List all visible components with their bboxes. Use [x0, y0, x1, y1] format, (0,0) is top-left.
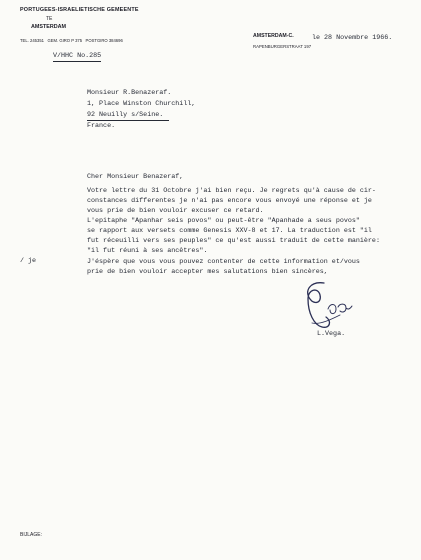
- body-line: L'epitaphe "Apanhar seis povos" ou peut-être "Apanhade a seus povos": [87, 217, 360, 225]
- letterhead-street: RAPENBURGERSTRAAT 197: [253, 44, 312, 49]
- recipient-city: 92 Neuilly s/Seine.: [87, 111, 164, 119]
- body-line: J'éspère que vous vous pouvez contenter de cette information et/vous: [87, 258, 360, 266]
- reference-underline: [53, 61, 101, 62]
- body-line: constances differentes je n'ai pas encore vous envoyé une réponse et je: [87, 197, 372, 205]
- recipient-city-underline: [87, 120, 169, 121]
- letterhead-contact-line: TEL. 245351 GEM. GIRO P 375 POSTGIRO 384696: [20, 38, 123, 43]
- recipient-country: France.: [87, 122, 116, 130]
- recipient-street: 1, Place Winston Churchill,: [87, 100, 196, 108]
- letterhead-city-name: AMSTERDAM: [31, 24, 67, 30]
- salutation: Cher Monsieur Benazeraf,: [87, 173, 184, 181]
- body-line: fut réceuilli vers ses peuples" ce qu'est aussi traduit de cette manière:: [87, 237, 380, 245]
- body-line: Votre lettre du 31 Octobre j'ai bien reçu. Je regrets qu'à cause de cir-: [87, 187, 376, 195]
- enclosures-label: BIJLAGE:: [20, 532, 42, 538]
- margin-note: / je: [20, 257, 37, 265]
- body-line: se rapport aux versets comme Genesis XXV-8 et 17. La traduction est "il: [87, 227, 372, 235]
- recipient-name: Monsieur R.Benazeraf.: [87, 89, 172, 97]
- body-line: "il fut réuni à ses ancêtres".: [87, 247, 208, 255]
- signature-name: L.Vega.: [317, 330, 346, 338]
- body-line: vous prie de bien vouloir excuser ce retard.: [87, 207, 264, 215]
- letterhead-city-right: AMSTERDAM-C.: [253, 33, 294, 39]
- letterhead-organization: PORTUGEES-ISRAELIETISCHE GEMEENTE: [20, 7, 139, 13]
- handwritten-signature: [296, 279, 356, 331]
- reference-number: V/HHC No.285: [53, 52, 102, 60]
- body-line: prie de bien vouloir accepter mes salutations bien sincères,: [87, 268, 328, 276]
- letterhead-te: TE: [46, 16, 53, 22]
- letter-date: le 28 Novembre 1966.: [312, 34, 393, 42]
